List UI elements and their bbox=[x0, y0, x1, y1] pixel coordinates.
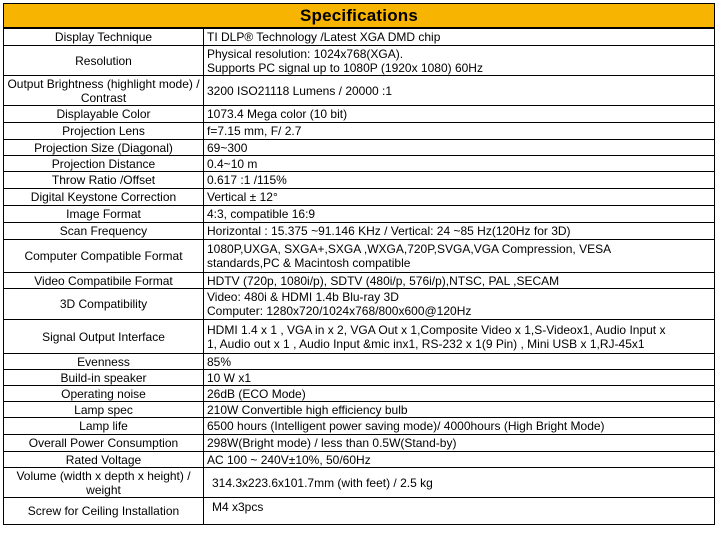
spec-value bbox=[204, 46, 715, 76]
spec-label: Projection Size (Diagonal) bbox=[4, 140, 204, 156]
spec-value-line: 6500 hours (Intelligent power saving mode)/ 4000hours (High Bright Mode) bbox=[207, 419, 605, 433]
spec-value bbox=[204, 386, 715, 402]
spec-value bbox=[204, 123, 715, 140]
spec-label: Evenness bbox=[4, 354, 204, 370]
spec-value-line: f=7.15 mm, F/ 2.7 bbox=[207, 124, 302, 138]
spec-value-line: TI DLP® Technology /Latest XGA DMD chip bbox=[207, 30, 441, 44]
spec-value bbox=[204, 189, 715, 206]
spec-label: Lamp spec bbox=[4, 402, 204, 418]
table-row bbox=[4, 189, 715, 206]
spec-value-line: Computer: 1280x720/1024x768/800x600@120Hz bbox=[207, 304, 472, 318]
spec-value-line: 69~300 bbox=[207, 140, 248, 155]
spec-value-line: 4:3, compatible 16:9 bbox=[207, 207, 316, 221]
spec-value-line: 1080P,UXGA, SXGA+,SXGA ,WXGA,720P,SVGA,VGA Compression, VESA bbox=[207, 242, 612, 256]
table-row bbox=[4, 320, 715, 354]
spec-label: Video Compatibile Format bbox=[4, 273, 204, 289]
spec-value bbox=[204, 435, 715, 452]
spec-label: Digital Keystone Correction bbox=[4, 189, 204, 206]
spec-label: Resolution bbox=[4, 46, 204, 76]
table-row bbox=[4, 106, 715, 123]
spec-value bbox=[204, 370, 715, 386]
table-row bbox=[4, 498, 715, 525]
spec-label: Computer Compatible Format bbox=[4, 240, 204, 273]
spec-value bbox=[204, 240, 715, 273]
spec-label: Image Format bbox=[4, 206, 204, 223]
table-row bbox=[4, 289, 715, 320]
spec-label: Projection Distance bbox=[4, 156, 204, 172]
table-row bbox=[4, 156, 715, 172]
spec-value-line: 210W Convertible high efficiency bulb bbox=[207, 402, 408, 417]
spec-value bbox=[204, 29, 715, 46]
spec-value bbox=[204, 498, 715, 525]
table-row bbox=[4, 468, 715, 498]
spec-label: Lamp life bbox=[4, 418, 204, 435]
table-row bbox=[4, 76, 715, 106]
table-row bbox=[4, 46, 715, 76]
spec-value bbox=[204, 452, 715, 468]
spec-value bbox=[204, 76, 715, 106]
table-row bbox=[4, 354, 715, 370]
table-row bbox=[4, 435, 715, 452]
spec-value-line: 1, Audio out x 1 , Audio Input &mic inx1, RS-232 x 1(9 Pin) , Mini USB x 1,RJ-45x1 bbox=[207, 336, 645, 351]
spec-value-line: 3200 ISO21118 Lumens / 20000 :1 bbox=[207, 83, 393, 98]
spec-label: Display Technique bbox=[4, 29, 204, 46]
spec-value-line: 10 W x1 bbox=[207, 370, 252, 385]
spec-label: Throw Ratio /Offset bbox=[4, 172, 204, 189]
page-title: Specifications bbox=[299, 5, 419, 25]
spec-value-line: M4 x3pcs bbox=[212, 500, 264, 514]
spec-value bbox=[204, 289, 715, 320]
spec-value-line: 0.617 :1 /115% bbox=[207, 173, 287, 187]
spec-value bbox=[204, 223, 715, 240]
table-row bbox=[4, 402, 715, 418]
spec-value bbox=[204, 106, 715, 123]
table-row bbox=[4, 418, 715, 435]
table-row bbox=[4, 240, 715, 273]
spec-value-line: Supports PC signal up to 1080P (1920x 1080) 60Hz bbox=[207, 60, 483, 75]
spec-value-line: 1073.4 Mega color (10 bit) bbox=[207, 107, 348, 121]
spec-label: Operating noise bbox=[4, 386, 204, 402]
spec-value-line: 298W(Bright mode) / less than 0.5W(Stand-by) bbox=[207, 436, 457, 450]
spec-label: Screw for Ceiling Installation bbox=[4, 498, 204, 525]
spec-value-line: Vertical ± 12° bbox=[207, 190, 278, 204]
spec-value bbox=[204, 156, 715, 172]
spec-value-line: AC 100 ~ 240V±10%, 50/60Hz bbox=[207, 452, 371, 467]
table-row bbox=[4, 140, 715, 156]
table-row bbox=[4, 223, 715, 240]
spec-value-line: HDMI 1.4 x 1 , VGA in x 2, VGA Out x 1,Composite Video x 1,S-Videox1, Audio Input x bbox=[207, 322, 666, 337]
spec-label: Overall Power Consumption bbox=[4, 435, 204, 452]
spec-label: Volume (width x depth x height) / weight bbox=[4, 468, 204, 498]
spec-value bbox=[204, 206, 715, 223]
spec-label: Output Brightness (highlight mode) / Contrast bbox=[4, 76, 204, 106]
spec-label: 3D Compatibility bbox=[4, 289, 204, 320]
spec-value-line: HDTV (720p, 1080i/p), SDTV (480i/p, 576i/p),NTSC, PAL ,SECAM bbox=[207, 273, 560, 288]
spec-value-line: standards,PC & Macintosh compatible bbox=[207, 256, 411, 270]
spec-value bbox=[204, 468, 715, 498]
spec-label: Rated Voltage bbox=[4, 452, 204, 468]
spec-value-line: Physical resolution: 1024x768(XGA). bbox=[207, 46, 404, 61]
table-row bbox=[4, 370, 715, 386]
title-bar bbox=[3, 3, 715, 28]
table-row bbox=[4, 172, 715, 189]
spec-value bbox=[204, 402, 715, 418]
spec-value-line: 314.3x223.6x101.7mm (with feet) / 2.5 kg bbox=[212, 475, 433, 490]
spec-label: Build-in speaker bbox=[4, 370, 204, 386]
spec-value-line: Horizontal : 15.375 ~91.146 KHz / Vertical: 24 ~85 Hz(120Hz for 3D) bbox=[207, 224, 571, 238]
spec-value-line: 85% bbox=[207, 354, 232, 369]
table-row bbox=[4, 386, 715, 402]
spec-value-line: 0.4~10 m bbox=[207, 156, 258, 171]
spec-value bbox=[204, 354, 715, 370]
table-row bbox=[4, 206, 715, 223]
spec-label: Displayable Color bbox=[4, 106, 204, 123]
table-row bbox=[4, 273, 715, 289]
table-row bbox=[4, 452, 715, 468]
spec-label: Scan Frequency bbox=[4, 223, 204, 240]
spec-value bbox=[204, 320, 715, 354]
table-row bbox=[4, 123, 715, 140]
table-row bbox=[4, 29, 715, 46]
spec-table bbox=[3, 28, 715, 525]
spec-value-line: 26dB (ECO Mode) bbox=[207, 386, 306, 401]
spec-label: Projection Lens bbox=[4, 123, 204, 140]
spec-value bbox=[204, 273, 715, 289]
spec-value bbox=[204, 172, 715, 189]
spec-value bbox=[204, 418, 715, 435]
spec-value bbox=[204, 140, 715, 156]
specifications-sheet bbox=[3, 3, 715, 525]
spec-value-line: Video: 480i & HDMI 1.4b Blu-ray 3D bbox=[207, 290, 399, 304]
spec-label: Signal Output Interface bbox=[4, 320, 204, 354]
